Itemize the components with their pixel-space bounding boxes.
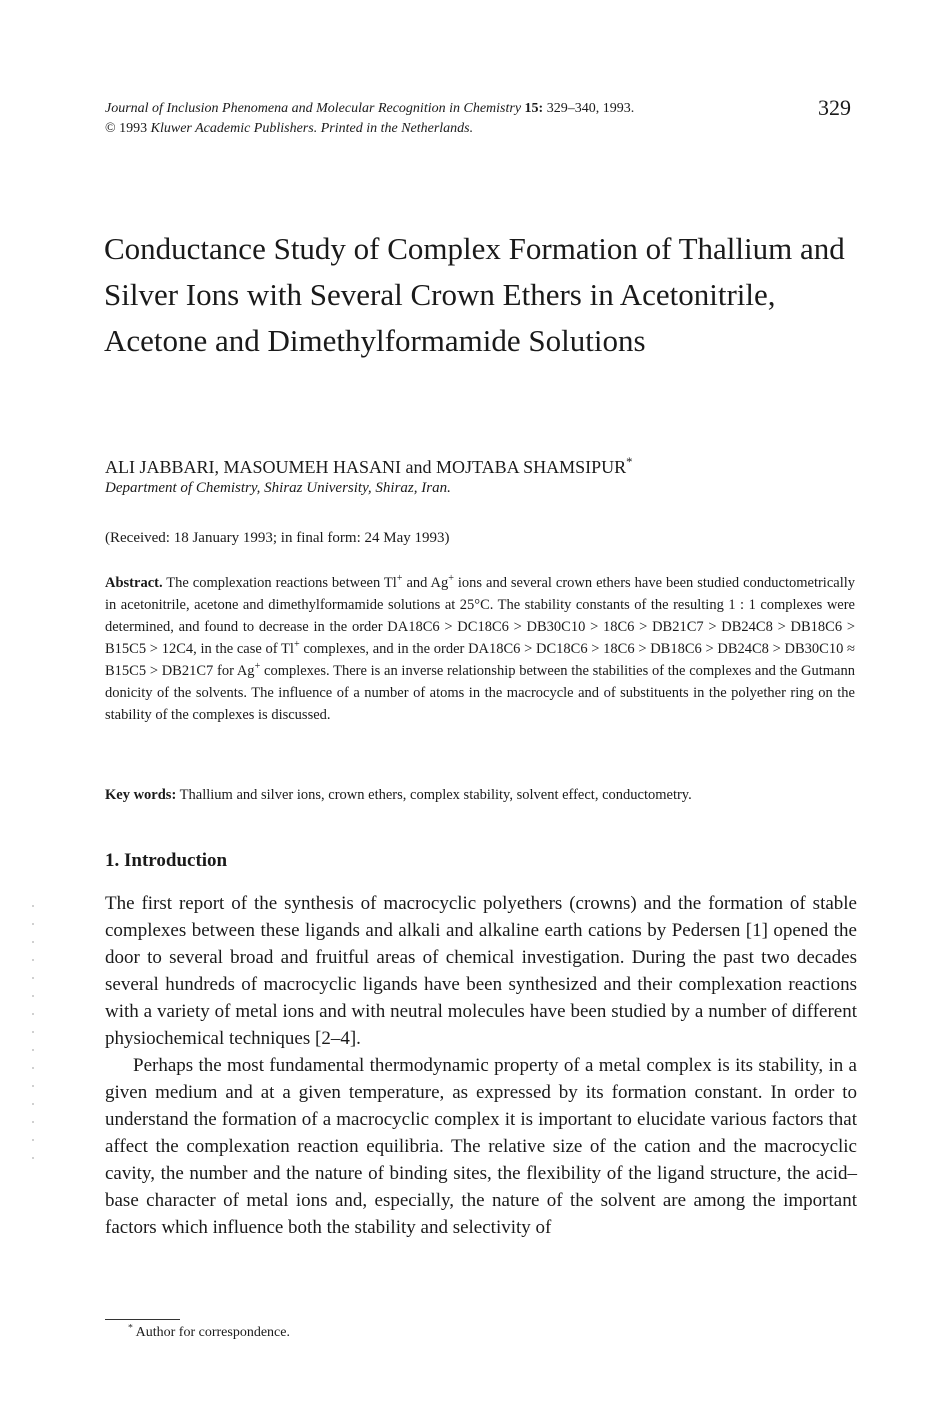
copyright-symbol: © bbox=[105, 121, 116, 136]
section-heading: 1. Introduction bbox=[105, 850, 228, 871]
copyright-line bbox=[105, 119, 825, 139]
journal-header bbox=[105, 99, 825, 139]
keywords-text: Thallium and silver ions, crown ethers, complex stability, solvent effect, conductometry. bbox=[179, 787, 692, 803]
body-text bbox=[105, 890, 857, 1241]
journal-name: Journal of Inclusion Phenomena and Molecular Recognition in Chemistry bbox=[105, 101, 522, 116]
received-dates: (Received: 18 January 1993; in final form: 24 May 1993) bbox=[105, 530, 450, 546]
abstract-text-4: complexes, and in the order DA18C6 > DC18C6 > 18C6 > DB18C6 > DB24C8 > DB30C10 ≈ B15C5 > DB21C7 for Ag bbox=[105, 641, 856, 679]
paper-title: Conductance Study of Complex Formation of Thallium and Silver Ions with Several Crown Ethers in Acetonitrile, Acetone and Dimethylformamide Solutions bbox=[104, 231, 845, 358]
abstract-superscript-3: + bbox=[293, 639, 300, 651]
journal-volume: 15: bbox=[524, 101, 544, 116]
footnote-mark: * bbox=[128, 1322, 133, 1334]
abstract-text-2: and Ag bbox=[402, 575, 449, 591]
journal-citation-line bbox=[105, 99, 825, 119]
publisher-name: Kluwer Academic Publishers. bbox=[150, 121, 318, 136]
abstract-superscript-2: + bbox=[448, 573, 454, 585]
page-number: 329 bbox=[818, 95, 851, 120]
abstract-superscript-1: + bbox=[396, 573, 403, 585]
abstract-text-5: complexes. There is an inverse relationship between the stabilities of the complexes and the Gutmann donicity of the solvents. The influence of a number of atoms in the macrocycle and of substituents in the polyether ring on the stability of the complexes is discussed. bbox=[105, 663, 855, 723]
journal-pages-year: 329–340, 1993. bbox=[546, 101, 635, 116]
footnote bbox=[128, 1322, 290, 1341]
abstract bbox=[105, 572, 855, 726]
margin-scan-marks bbox=[32, 905, 34, 1165]
keywords bbox=[105, 787, 865, 804]
printed-location: Printed in the Netherlands. bbox=[320, 121, 474, 136]
copyright-year: 1993 bbox=[119, 121, 148, 136]
abstract-text-3: ions and several crown ethers have been studied conductometrically in acetonitrile, acetone and dimethylformamide solutions at 25°C. The stability constants of the resulting 1 : 1 complexes were determined, and found to decrease in the order DA18C6 > DC18C6 > DB30C10 > 18C6 > DB21C7 > DB24C8 > DB18C6 > B15C5 > 12C4, in the case of Tl bbox=[105, 575, 856, 657]
author-list bbox=[105, 455, 632, 479]
author-names: ALI JABBARI, MASOUMEH HASANI and MOJTABA SHAMSIPUR bbox=[105, 457, 627, 477]
abstract-superscript-4: + bbox=[254, 661, 261, 673]
footnote-divider bbox=[105, 1319, 180, 1320]
author-affiliation: Department of Chemistry, Shiraz University, Shiraz, Iran. bbox=[105, 480, 451, 496]
body-paragraph: Perhaps the most fundamental thermodynamic property of a metal complex is its stability, in a given medium and at a given temperature, as expressed by its formation constant. In order to understand the formation of a macrocyclic complex it is important to elucidate various factors that affect the complexation reaction equilibria. The relative size of the cation and the macrocyclic cavity, the number and the nature of binding sites, the flexibility of the ligand structure, the acid–base character of metal ions and, especially, the nature of the solvent are among the important factors which influence both the stability and selectivity of bbox=[105, 1055, 857, 1238]
footnote-text: Author for correspondence. bbox=[135, 1325, 290, 1340]
author-corresponding-mark: * bbox=[626, 455, 633, 469]
abstract-label: Abstract. bbox=[105, 575, 163, 591]
keywords-label: Key words: bbox=[105, 787, 177, 803]
body-paragraph: The first report of the synthesis of macrocyclic polyethers (crowns) and the formation of stable complexes between these ligands and alkali and alkaline earth cations by Pedersen [1] opened the door to several broad and fruitful areas of chemical investigation. During the past two decades several hundreds of macrocyclic ligands have been synthesized and their complexation reactions with a variety of metal ions and with neutral molecules have been studied by a number of different physiochemical techniques [2–4]. bbox=[105, 893, 857, 1049]
abstract-text-1: The complexation reactions between Tl bbox=[166, 575, 397, 591]
